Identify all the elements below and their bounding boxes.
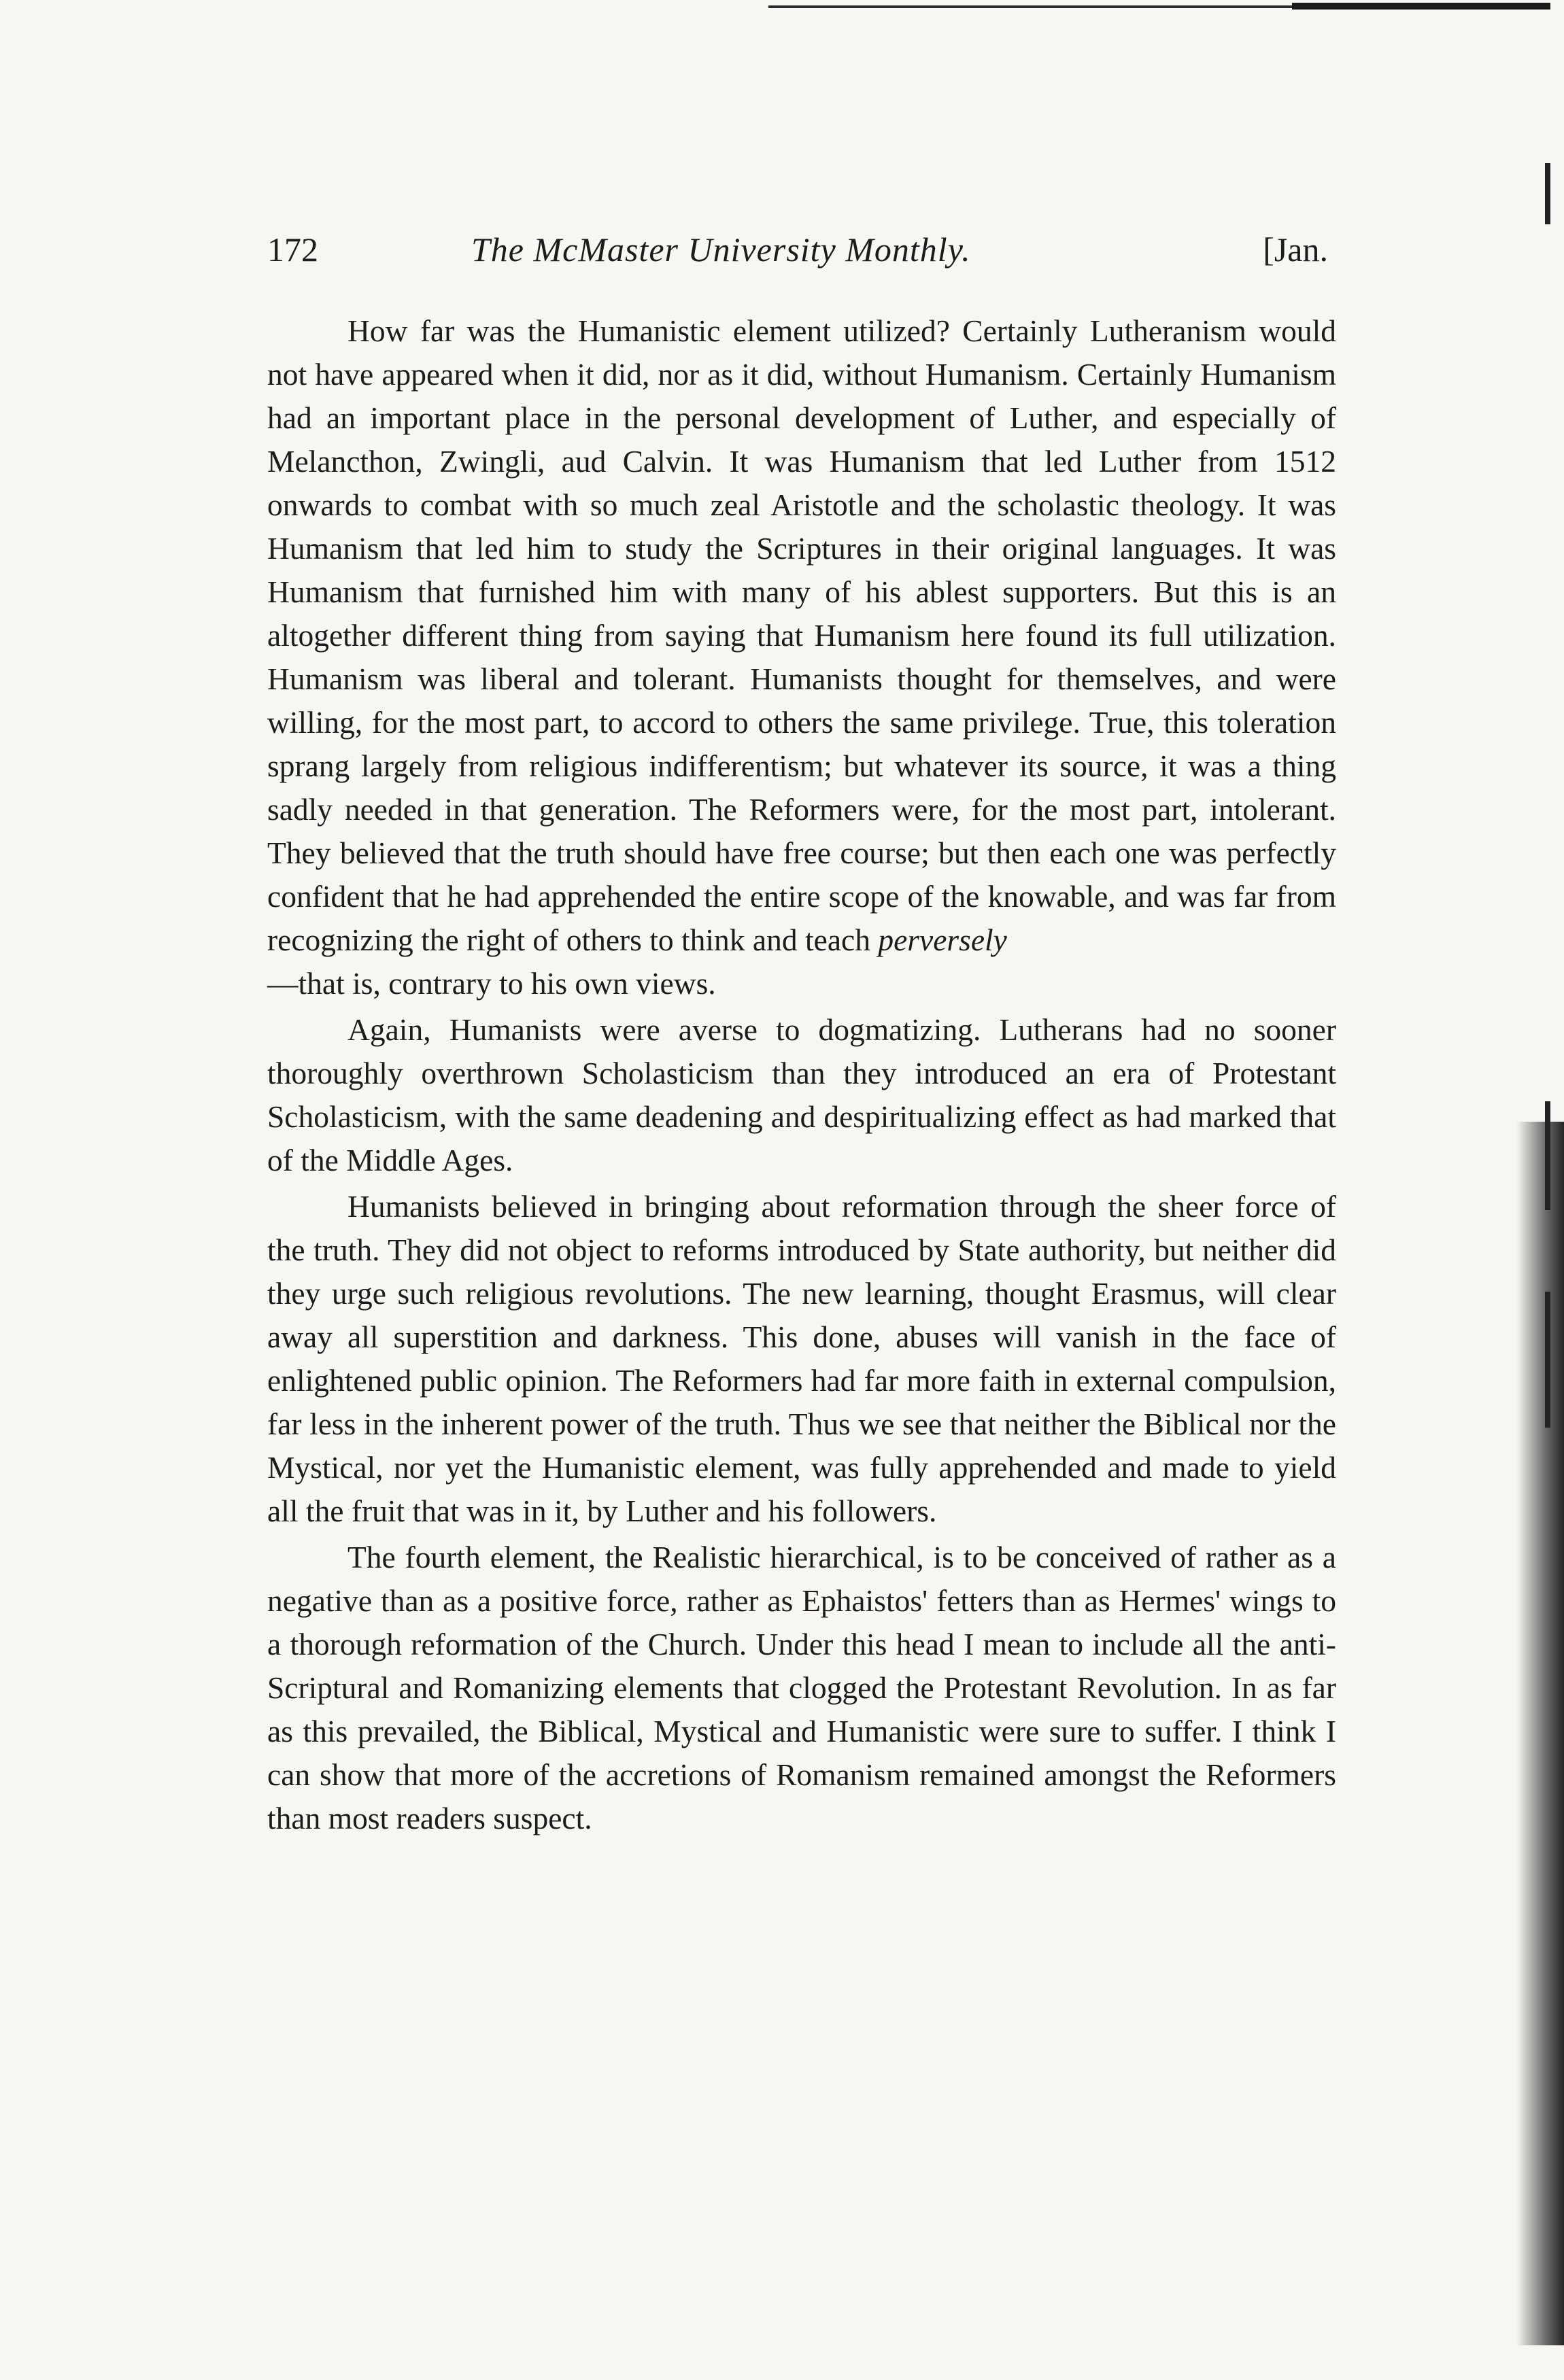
article-body (267, 309, 1336, 1843)
page-number: 172 (267, 230, 318, 269)
paragraph (267, 309, 1336, 1005)
top-rule-thick (1292, 3, 1550, 10)
running-title: The McMaster University Monthly. (471, 230, 971, 269)
paragraph-tail: —that is, contrary to his own views. (267, 966, 716, 1001)
paragraph-text: How far was the Humanistic element utilized? Certainly Lutheranism would not have appeared when it did, nor as it did, without Humanism. Certainly Humanism had an important place in the personal development of Luther, and especially of Melancthon, Zwingli, aud Calvin. It was Humanism that led Luther from 1512 onwards to combat with so much zeal Aristotle and the scholastic theology. It was Humanism that led him to study the Scriptures in their original languages. It was Humanism that furnished him with many of his ablest supporters. But this is an altogether different thing from saying that Humanism here found its full utilization. Humanism was liberal and tolerant. Humanists thought for themselves, and were willing, for the most part, to accord to others the same privilege. True, this toleration sprang largely from religious indifferentism; but whatever its source, it was a thing sadly needed in that generation. The Reformers were, for the most part, intolerant. They believed that the truth should have free course; but then each one was perfectly confident that he had apprehended the entire scope of the knowable, and was far from recognizing the right of others to think and teach (267, 313, 1336, 957)
emphasis-text: perversely (878, 922, 1007, 957)
paragraph: The fourth element, the Realistic hierarchical, is to be conceived of rather as a negative than as a positive force, rather as Ephaistos' fetters than as Hermes' wings to a thorough reformation of the Church. Under this head I mean to include all the anti-Scriptural and Romanizing elements that clogged the Protestant Revolution. In as far as this prevailed, the Biblical, Mystical and Humanistic were sure to suffer. I think I can show that more of the accretions of Romanism remained amongst the Reformers than most readers suspect. (267, 1540, 1336, 1835)
edge-mark (1545, 1292, 1550, 1428)
paragraph: Again, Humanists were averse to dogmatizing. Lutherans had no sooner thoroughly overthrown Scholasticism than they introduced an era of Protestant Scholasticism, with the same deadening and despiritualizing effect as had marked that of the Middle Ages. (267, 1012, 1336, 1177)
issue-month: [Jan. (1263, 230, 1328, 269)
page-edge-shadow (1516, 1122, 1564, 2345)
running-header (267, 230, 1328, 277)
edge-mark (1545, 163, 1550, 224)
edge-mark (1545, 1101, 1550, 1210)
paragraph: Humanists believed in bringing about reformation through the sheer force of the truth. They did not object to reforms introduced by State authority, but neither did they urge such religious revolutions. The new learning, thought Erasmus, will clear away all superstition and darkness. This done, abuses will vanish in the face of enlightened public opinion. The Reformers had far more faith in external compulsion, far less in the inherent power of the truth. Thus we see that neither the Biblical nor the Mystical, nor yet the Humanistic element, was fully apprehended and made to yield all the fruit that was in it, by Luther and his followers. (267, 1189, 1336, 1528)
